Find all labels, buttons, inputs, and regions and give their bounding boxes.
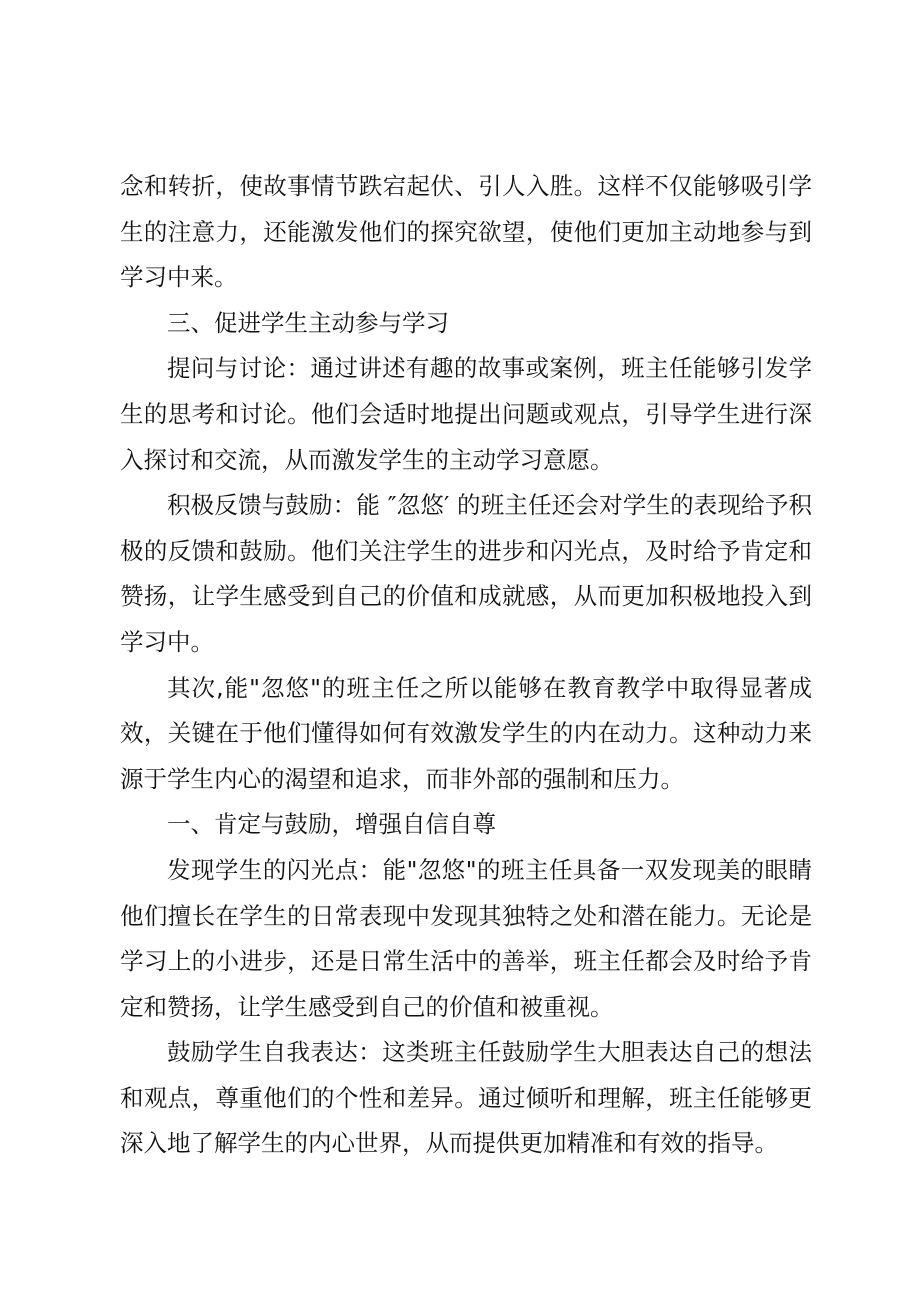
paragraph-intrinsic-motivation: 其次,能"忽悠"的班主任之所以能够在教育教学中取得显著成效，关键在于他们懂得如何有效激发学生的内在动力。这种动力来源于学生内心的渴望和追求，而非外部的强制和压力。 <box>120 673 812 793</box>
paragraph-discover-highlights: 发现学生的闪光点：能"忽悠"的班主任具备一双发现美的眼睛他们擅长在学生的日常表现中发现其独特之处和潜在能力。无论是学习上的小进步，还是日常生活中的善举，班主任都会及时给予肯定和赞扬，让学生感受到自己的价值和被重视。 <box>120 855 812 1021</box>
section-heading-promote-participation: 三、促进学生主动参与学习 <box>167 308 449 337</box>
section-heading-affirmation: 一、肯定与鼓励，增强自信自尊 <box>167 810 496 839</box>
body-text <box>120 164 812 1167</box>
paragraph-questions-discussion: 提问与讨论：通过讲述有趣的故事或案例，班主任能够引发学生的思考和讨论。他们会适时地提出问题或观点，引导学生进行深入探讨和交流，从而激发学生的主动学习意愿。 <box>120 354 812 474</box>
paragraph-self-expression: 鼓励学生自我表达：这类班主任鼓励学生大胆表达自己的想法和观点，尊重他们的个性和差异。通过倾听和理解，班主任能够更深入地了解学生的内心世界，从而提供更加精准和有效的指导。 <box>120 1038 812 1158</box>
paragraph-continuation: 念和转折，使故事情节跌宕起伏、引人入胜。这样不仅能够吸引学生的注意力，还能激发他们的探究欲望，使他们更加主动地参与到学习中来。 <box>120 172 812 292</box>
paragraph-feedback-encouragement: 积极反馈与鼓励：能 ″忽悠′ 的班主任还会对学生的表现给予积极的反馈和鼓励。他们关注学生的进步和闪光点，及时给予肯定和赞扬，让学生感受到自己的价值和成就感，从而更加积极地投入到学习中。 <box>120 491 812 656</box>
